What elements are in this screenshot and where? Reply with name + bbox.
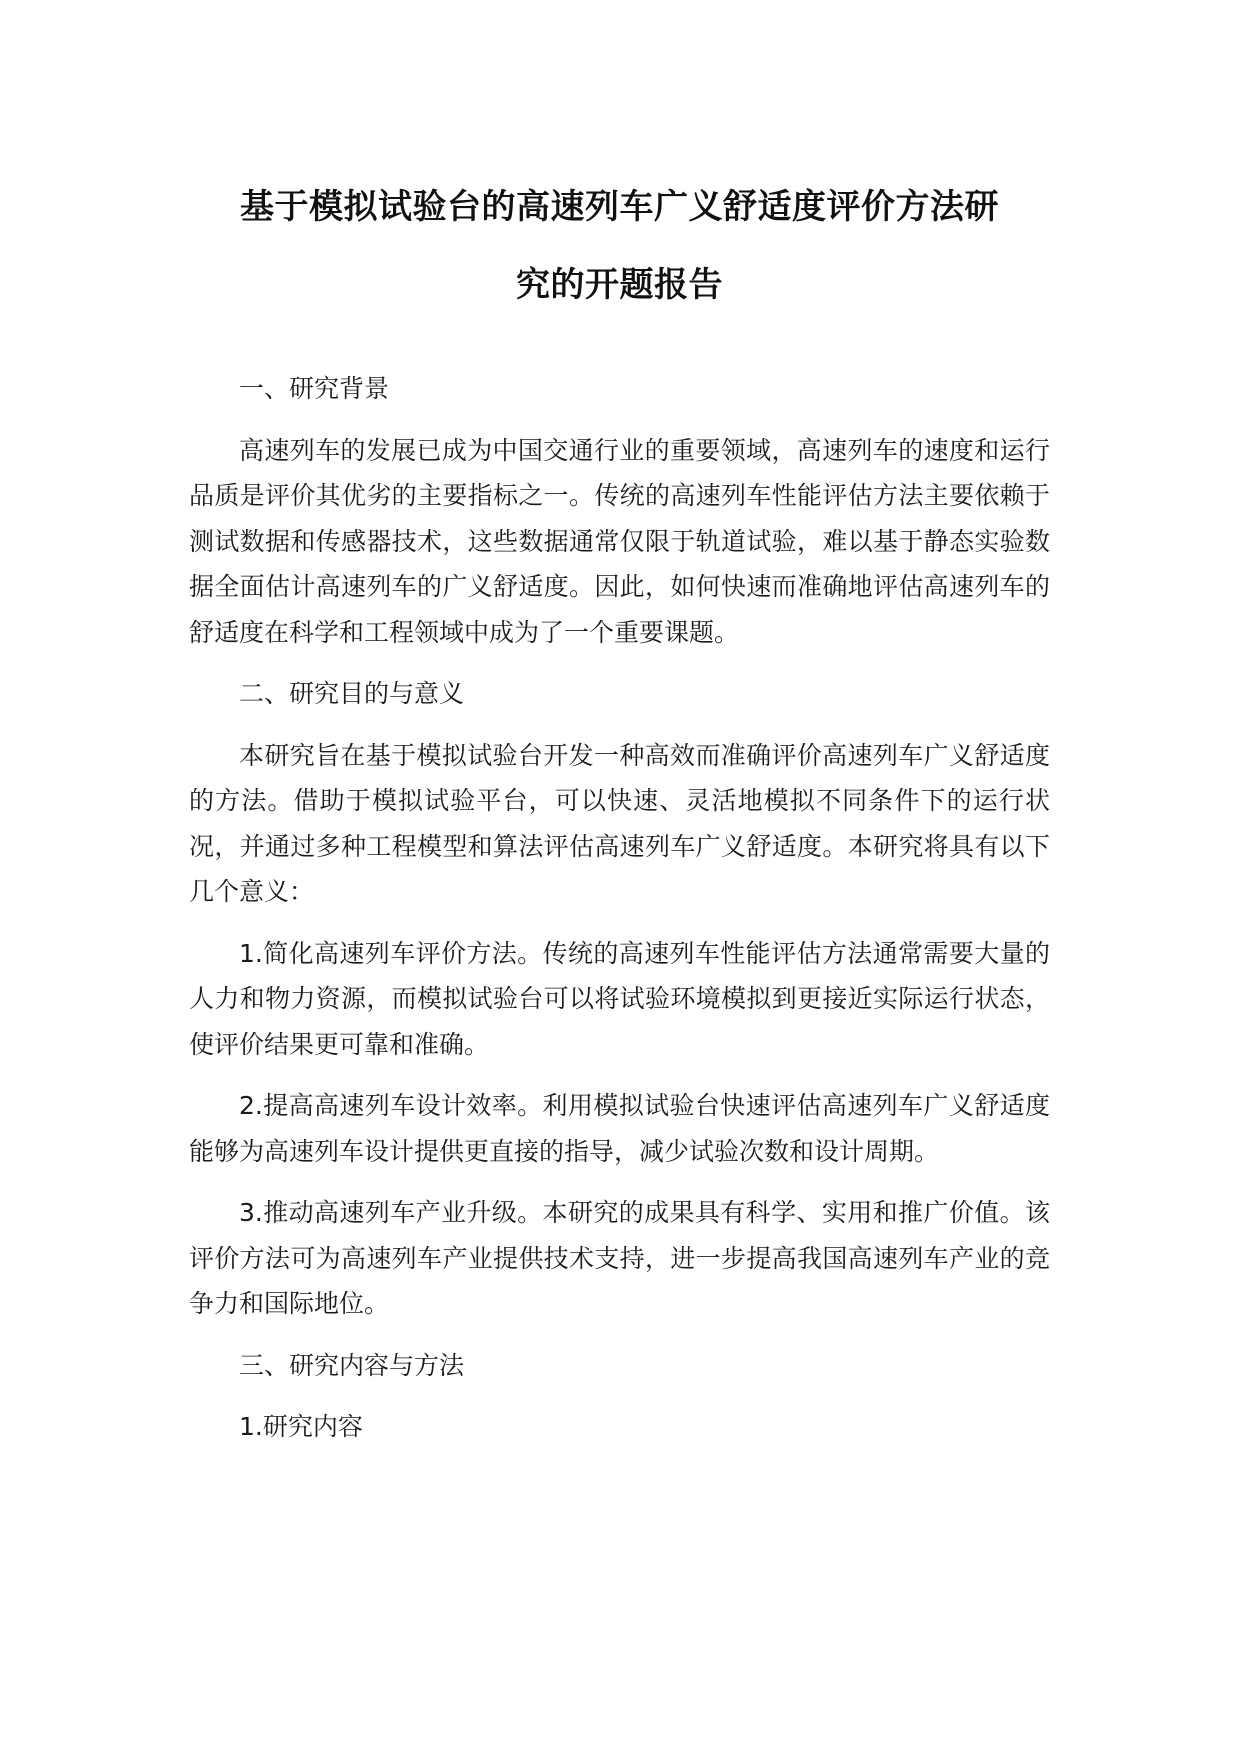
subsection-heading-content: 1.研究内容 [239, 1412, 363, 1441]
section-heading-background: 一、研究背景 [239, 374, 390, 403]
title-line-1: 基于模拟试验台的高速列车广义舒适度评价方法研 [240, 187, 999, 227]
background-paragraph: 高速列车的发展已成为中国交通行业的重要领域，高速列车的速度和运行品质是评价其优劣的主要指标之一。传统的高速列车性能评估方法主要依赖于测试数据和传感器技术，这些数据通常仅限于轨道试验，难以基于静态实验数据全面估计高速列车的广义舒适度。因此，如何快速而准确地评估高速列车的舒适度在科学和工程领域中成为了一个重要课题。 [189, 435, 1050, 647]
document-body [189, 366, 1050, 1450]
significance-item-3: 3.推动高速列车产业升级。本研究的成果具有科学、实用和推广价值。该评价方法可为高速列车产业提供技术支持，进一步提高我国高速列车产业的竞争力和国际地位。 [189, 1198, 1050, 1318]
significance-item-2: 2.提高高速列车设计效率。利用模拟试验台快速评估高速列车广义舒适度能够为高速列车设计提供更直接的指导，减少试验次数和设计周期。 [189, 1091, 1050, 1166]
section-heading-purpose: 二、研究目的与意义 [239, 679, 465, 708]
title-line-2: 究的开题报告 [516, 265, 723, 305]
significance-item-1: 1.简化高速列车评价方法。传统的高速列车性能评估方法通常需要大量的人力和物力资源，而模拟试验台可以将试验环境模拟到更接近实际运行状态，使评价结果更可靠和准确。 [189, 938, 1050, 1059]
purpose-paragraph: 本研究旨在基于模拟试验台开发一种高效而准确评价高速列车广义舒适度的方法。借助于模拟试验平台，可以快速、灵活地模拟不同条件下的运行状况，并通过多种工程模型和算法评估高速列车广义舒适度。本研究将具有以下几个意义： [189, 740, 1050, 906]
section-heading-content-method: 三、研究内容与方法 [239, 1350, 465, 1380]
document-title [189, 0, 1050, 324]
